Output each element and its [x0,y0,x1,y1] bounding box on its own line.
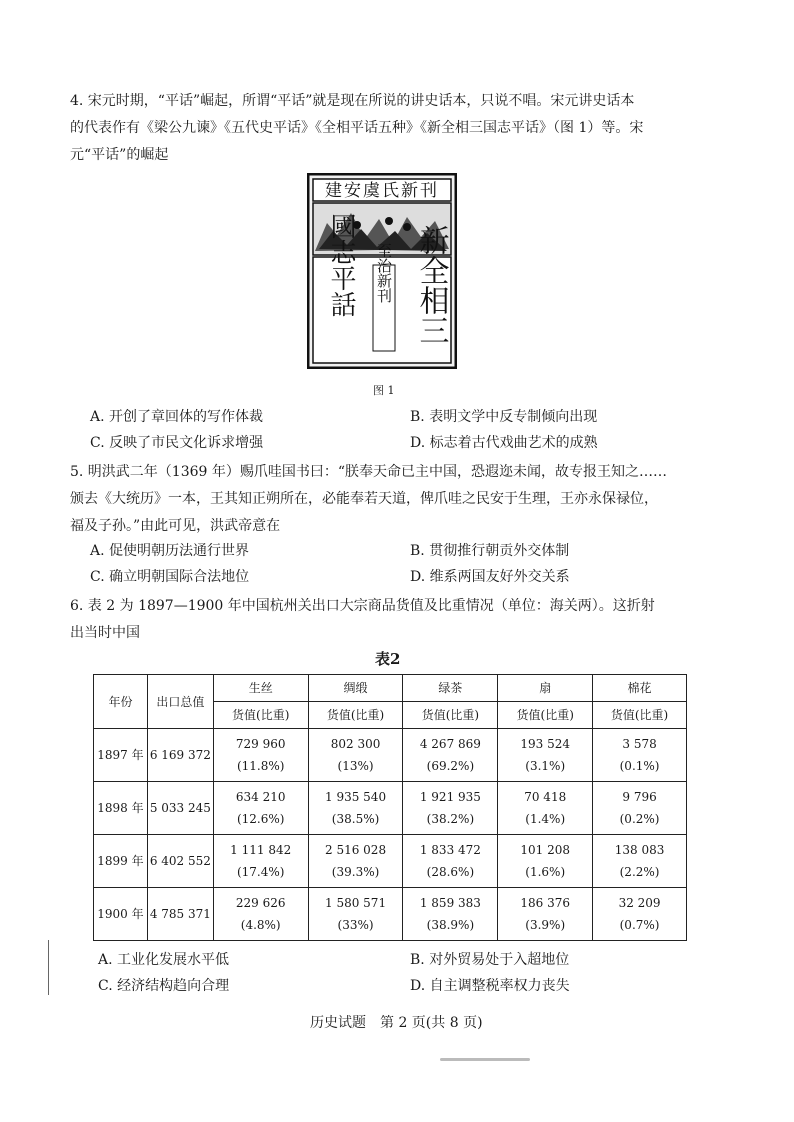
share: (12.6%) [236,812,285,826]
value: 802 300 [330,737,381,751]
q5-option-c[interactable]: C. 确立明朝国际合法地位 [90,569,250,585]
value: 186 376 [520,896,571,910]
q4-stem-line: 4. 宋元时期，“平话”崛起，所谓“平话”就是现在所说的讲史话本，只说不唱。宋元讲史话本 [70,93,635,109]
share: (4.8%) [240,918,281,932]
year-cell: 1897 年 [94,729,148,782]
value-cell [213,888,308,941]
header-good: 扇 [498,675,593,702]
value-cell [498,835,593,888]
share: (28.6%) [426,865,475,879]
value: 4 267 869 [419,737,481,751]
value: 70 418 [524,790,567,804]
value-cell [593,835,687,888]
table-2-title: 表2 [375,650,401,668]
value-cell [308,835,403,888]
header-year: 年份 [94,675,148,729]
value: 229 626 [235,896,286,910]
q5-stem [70,459,710,540]
value-cell [308,782,403,835]
table-row [94,782,687,835]
header-sub: 货值(比重) [213,702,308,729]
value-cell [213,835,308,888]
cover-header: 建安虞氏新刊 [325,181,439,201]
value: 101 208 [520,843,571,857]
figure-1-woodblock-cover [307,173,457,369]
value: 1 111 842 [230,843,292,857]
q5-stem-line: 5. 明洪武二年（1369 年）赐爪哇国书曰：“朕奉天命已主中国，恐遐迩未闻，故专报王知之…… [70,464,668,480]
value-cell [593,729,687,782]
table-row [94,888,687,941]
value: 1 833 472 [419,843,481,857]
q5-stem-line: 颁去《大统历》一本，王其知正朔所在，必能奉若天道，俾爪哇之民安于生理，王亦永保禄位， [70,491,658,507]
value-cell [308,729,403,782]
total-cell: 5 033 245 [147,782,213,835]
share: (33%) [337,918,374,932]
scan-margin-line [48,940,49,995]
value-cell [593,888,687,941]
value-cell [498,729,593,782]
cover-title-right: 新全相三 [413,225,449,345]
total-cell: 6 402 552 [147,835,213,888]
q5-stem-line: 福及子孙。”由此可见，洪武帝意在 [70,518,281,534]
value: 138 083 [614,843,665,857]
header-good: 生丝 [213,675,308,702]
value: 1 921 935 [419,790,481,804]
share: (17.4%) [236,865,285,879]
value: 193 524 [520,737,571,751]
total-cell: 4 785 371 [147,888,213,941]
value: 634 210 [235,790,286,804]
value: 9 796 [622,790,657,804]
share: (39.3%) [331,865,380,879]
value-cell [498,782,593,835]
export-table [93,674,687,941]
total-cell: 6 169 372 [147,729,213,782]
value-cell [498,888,593,941]
q5-option-d[interactable]: D. 维系两国友好外交关系 [410,569,570,585]
year-cell: 1898 年 [94,782,148,835]
share: (1.6%) [525,865,566,879]
woodblock-cover-image [307,173,457,369]
share: (11.8%) [236,759,285,773]
year-cell: 1900 年 [94,888,148,941]
q4-stem [70,88,710,169]
value-cell [403,782,498,835]
q4-option-c[interactable]: C. 反映了市民文化诉求增强 [90,435,264,451]
value-cell [403,888,498,941]
page-footer: 历史试题 第 2 页(共 8 页) [310,1015,483,1031]
share: (0.7%) [619,918,660,932]
share: (69.2%) [426,759,475,773]
value: 1 580 571 [325,896,387,910]
q6-option-c[interactable]: C. 经济结构趋向合理 [98,978,230,994]
scan-smudge [440,1058,530,1061]
share: (38.5%) [331,812,380,826]
header-good: 棉花 [593,675,687,702]
q6-stem-line: 6. 表 2 为 1897—1900 年中国杭州关出口大宗商品货值及比重情况（单位：海关两）。这折射 [70,598,655,614]
share: (1.4%) [525,812,566,826]
value: 3 578 [622,737,657,751]
value-cell [403,835,498,888]
q6-option-d[interactable]: D. 自主调整税率权力丧失 [410,978,570,994]
year-cell: 1899 年 [94,835,148,888]
q6-option-a[interactable]: A. 工业化发展水平低 [98,952,230,968]
q4-option-b[interactable]: B. 表明文学中反专制倾向出现 [410,409,598,425]
share: (38.9%) [426,918,475,932]
header-sub: 货值(比重) [308,702,403,729]
share: (3.1%) [525,759,566,773]
q4-option-a[interactable]: A. 开创了章回体的写作体裁 [90,409,264,425]
q4-stem-line: 元“平话”的崛起 [70,147,169,163]
header-sub: 货值(比重) [498,702,593,729]
figure-1-caption: 图 1 [373,384,395,397]
value: 729 960 [235,737,286,751]
value-cell [213,729,308,782]
header-total: 出口总值 [147,675,213,729]
value-cell [213,782,308,835]
value: 1 859 383 [419,896,481,910]
cover-title-left: 國志平話 [326,213,356,317]
share: (0.1%) [619,759,660,773]
share: (38.2%) [426,812,475,826]
share: (0.2%) [619,812,660,826]
q6-option-b[interactable]: B. 对外贸易处于入超地位 [410,952,570,968]
cover-subtitle: 至治新刊 [375,243,393,303]
value-cell [308,888,403,941]
table-row [94,729,687,782]
q4-stem-line: 的代表作有《梁公九谏》《五代史平话》《全相平话五种》《新全相三国志平话》（图 1）等。宋 [70,120,644,136]
q6-stem-line: 出当时中国 [70,625,140,641]
header-good: 绸缎 [308,675,403,702]
value: 32 209 [618,896,661,910]
q5-option-b[interactable]: B. 贯彻推行朝贡外交体制 [410,543,570,559]
share: (3.9%) [525,918,566,932]
share: (13%) [337,759,374,773]
header-sub: 货值(比重) [593,702,687,729]
q5-option-a[interactable]: A. 促使明朝历法通行世界 [90,543,250,559]
value: 1 935 540 [325,790,387,804]
header-sub: 货值(比重) [403,702,498,729]
value-cell [403,729,498,782]
value-cell [593,782,687,835]
q6-stem [70,593,710,647]
header-good: 绿茶 [403,675,498,702]
q4-option-d[interactable]: D. 标志着古代戏曲艺术的成熟 [410,435,598,451]
value: 2 516 028 [325,843,387,857]
table-row [94,835,687,888]
share: (2.2%) [619,865,660,879]
